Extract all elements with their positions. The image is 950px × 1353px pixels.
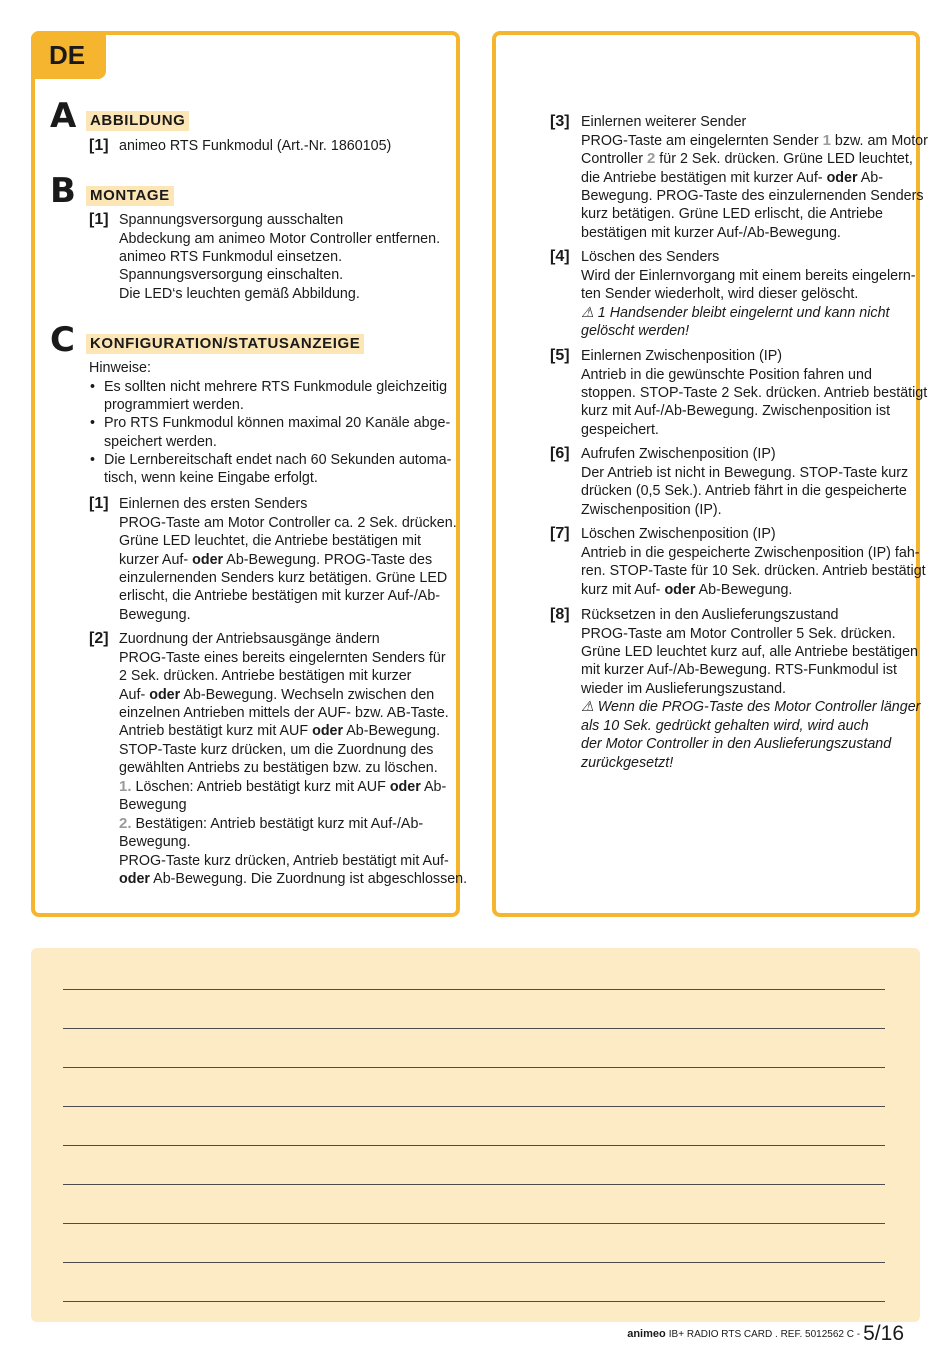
notes-area bbox=[31, 948, 920, 1322]
c4-line: Löschen des Senders bbox=[581, 249, 720, 265]
c5-line: stoppen. STOP-Taste 2 Sek. drücken. Antrieb bestätigt bbox=[581, 385, 928, 401]
c2-line: gewählten Antriebs zu bestätigen bzw. zu löschen. bbox=[119, 760, 438, 776]
section-b-letter: B bbox=[50, 171, 76, 211]
c4-warning-line: gelöscht werden! bbox=[581, 323, 690, 339]
c8-line: mit kurzer Auf-/Ab-Bewegung. RTS-Funkmodul ist bbox=[581, 662, 897, 678]
c1-line: Einlernen des ersten Senders bbox=[119, 496, 308, 512]
c4-line: ten Sender wiederholt, wird dieser gelöscht. bbox=[581, 286, 859, 302]
c1-line: Grüne LED leuchtet, die Antriebe bestätigen mit bbox=[119, 533, 422, 549]
section-c-letter: C bbox=[50, 320, 75, 360]
bullet: • bbox=[90, 379, 96, 395]
c1-line: kurzer Auf- oder Ab-Bewegung. PROG-Taste des bbox=[119, 552, 433, 568]
b1-number: [1] bbox=[89, 211, 109, 228]
c8-number: [8] bbox=[550, 606, 570, 623]
c8-line: Grüne LED leuchtet kurz auf, alle Antriebe bestätigen bbox=[581, 644, 918, 660]
c6-line: Zwischenposition (IP). bbox=[581, 502, 722, 518]
c3-line: Einlernen weiterer Sender bbox=[581, 114, 747, 130]
c2-line: 1. Löschen: Antrieb bestätigt kurz mit AUF oder Ab- bbox=[119, 778, 447, 795]
c7-number: [7] bbox=[550, 525, 570, 542]
b1-line: Die LED‘s leuchten gemäß Abbildung. bbox=[119, 286, 360, 302]
c8-line: PROG-Taste am Motor Controller 5 Sek. drücken. bbox=[581, 626, 896, 642]
bullet-line: programmiert werden. bbox=[104, 397, 244, 413]
c7-line: ren. STOP-Taste für 10 Sek. drücken. Antrieb bestätigt bbox=[581, 563, 926, 579]
c2-line: STOP-Taste kurz drücken, um die Zuordnung des bbox=[119, 742, 434, 758]
a1-number: [1] bbox=[89, 137, 109, 154]
b1-line: Spannungsversorgung einschalten. bbox=[119, 267, 344, 283]
note-line bbox=[63, 1301, 885, 1302]
c2-line: PROG-Taste kurz drücken, Antrieb bestätigt mit Auf- bbox=[119, 853, 449, 869]
note-line bbox=[63, 1262, 885, 1263]
c1-line: einzulernenden Senders kurz betätigen. Grüne LED bbox=[119, 570, 448, 586]
c5-line: Antrieb in die gewünschte Position fahren und bbox=[581, 367, 872, 383]
footer-doc-ref: IB+ RADIO RTS CARD . REF. 5012562 C - bbox=[668, 1329, 861, 1340]
c5-line: gespeichert. bbox=[581, 422, 659, 438]
bullet-line: Es sollten nicht mehrere RTS Funkmodule gleichzeitig bbox=[104, 379, 448, 395]
bullet-line: speichert werden. bbox=[104, 434, 217, 450]
c3-number: [3] bbox=[550, 113, 570, 130]
bullet-line: Die Lernbereitschaft endet nach 60 Sekunden automa- bbox=[104, 452, 452, 468]
c2-line: Auf- oder Ab-Bewegung. Wechseln zwischen den bbox=[119, 687, 435, 703]
c4-line: Wird der Einlernvorgang mit einem bereits eingelern- bbox=[581, 268, 916, 284]
hinweise-label: Hinweise: bbox=[89, 360, 151, 376]
c2-line: einzelnen Antrieben mittels der AUF- bzw. AB-Taste. bbox=[119, 705, 449, 721]
note-line bbox=[63, 1106, 885, 1107]
section-b-title: MONTAGE bbox=[86, 186, 174, 206]
language-tab: DE bbox=[31, 31, 106, 79]
c2-line: 2. Bestätigen: Antrieb bestätigt kurz mit Auf-/Ab- bbox=[119, 815, 424, 832]
c8-warning-line: der Motor Controller in den Auslieferungszustand bbox=[581, 736, 892, 752]
c2-line: 2 Sek. drücken. Antriebe bestätigen mit kurzer bbox=[119, 668, 412, 684]
section-c-title: KONFIGURATION/STATUSANZEIGE bbox=[86, 334, 364, 354]
bullet-line: Pro RTS Funkmodul können maximal 20 Kanäle abge- bbox=[104, 415, 451, 431]
c8-line: Rücksetzen in den Auslieferungszustand bbox=[581, 607, 839, 623]
c1-line: PROG-Taste am Motor Controller ca. 2 Sek. drücken. bbox=[119, 515, 457, 531]
c7-line: kurz mit Auf- oder Ab-Bewegung. bbox=[581, 582, 793, 598]
c6-line: drücken (0,5 Sek.). Antrieb fährt in die gespeicherte bbox=[581, 483, 907, 499]
bullet: • bbox=[90, 415, 96, 431]
c3-line: PROG-Taste am eingelernten Sender 1 bzw. am Motor bbox=[581, 132, 928, 149]
c8-line: wieder im Auslieferungszustand. bbox=[581, 681, 787, 697]
c4-warning-line: ⚠ 1 Handsender bleibt eingelernt und kann nicht bbox=[581, 305, 890, 321]
c2-line: oder Ab-Bewegung. Die Zuordnung ist abgeschlossen. bbox=[119, 871, 468, 887]
c2-line: Antrieb bestätigt kurz mit AUF oder Ab-Bewegung. bbox=[119, 723, 441, 739]
c4-number: [4] bbox=[550, 248, 570, 265]
b1-line: Abdeckung am animeo Motor Controller entfernen. bbox=[119, 231, 441, 247]
page-footer bbox=[627, 1322, 904, 1346]
c2-line: Bewegung bbox=[119, 797, 187, 813]
a1-text: animeo RTS Funkmodul (Art.-Nr. 1860105) bbox=[119, 138, 392, 154]
c3-line: Controller 2 für 2 Sek. drücken. Grüne LED leuchtet, bbox=[581, 150, 913, 167]
c6-number: [6] bbox=[550, 445, 570, 462]
footer-brand: animeo bbox=[627, 1328, 666, 1340]
section-a-title: ABBILDUNG bbox=[86, 111, 189, 131]
c8-warning-line: als 10 Sek. gedrückt gehalten wird, wird auch bbox=[581, 718, 869, 734]
note-line bbox=[63, 1145, 885, 1146]
c5-number: [5] bbox=[550, 347, 570, 364]
c2-line: Bewegung. bbox=[119, 834, 191, 850]
c3-line: kurz betätigen. Grüne LED erlischt, die Antriebe bbox=[581, 206, 883, 222]
note-line bbox=[63, 1067, 885, 1068]
section-a-letter: A bbox=[50, 96, 77, 136]
c8-warning-line: ⚠ Wenn die PROG-Taste des Motor Controller länger bbox=[581, 699, 921, 715]
c7-line: Antrieb in die gespeicherte Zwischenposition (IP) fah- bbox=[581, 545, 920, 561]
note-line bbox=[63, 1223, 885, 1224]
c2-number: [2] bbox=[89, 630, 109, 647]
bullet-line: tisch, wenn keine Eingabe erfolgt. bbox=[104, 470, 318, 486]
c1-line: Bewegung. bbox=[119, 607, 191, 623]
c3-line: Bewegung. PROG-Taste des einzulernenden Senders bbox=[581, 188, 924, 204]
c6-line: Aufrufen Zwischenposition (IP) bbox=[581, 446, 776, 462]
b1-line: Spannungsversorgung ausschalten bbox=[119, 212, 344, 228]
b1-line: animeo RTS Funkmodul einsetzen. bbox=[119, 249, 343, 265]
c2-line: PROG-Taste eines bereits eingelernten Senders für bbox=[119, 650, 446, 666]
note-line bbox=[63, 1184, 885, 1185]
c2-line: Zuordnung der Antriebsausgänge ändern bbox=[119, 631, 380, 647]
c8-warning-line: zurückgesetzt! bbox=[581, 755, 674, 771]
c7-line: Löschen Zwischenposition (IP) bbox=[581, 526, 776, 542]
c3-line: bestätigen mit kurzer Auf-/Ab-Bewegung. bbox=[581, 225, 841, 241]
bullet: • bbox=[90, 452, 96, 468]
page-number: 5/16 bbox=[863, 1322, 904, 1345]
note-line bbox=[63, 1028, 885, 1029]
c6-line: Der Antrieb ist nicht in Bewegung. STOP-Taste kurz bbox=[581, 465, 909, 481]
note-line bbox=[63, 989, 885, 990]
c1-number: [1] bbox=[89, 495, 109, 512]
c5-line: kurz mit Auf-/Ab-Bewegung. Zwischenposition ist bbox=[581, 403, 891, 419]
c3-line: die Antriebe bestätigen mit kurzer Auf- oder Ab- bbox=[581, 170, 883, 186]
c5-line: Einlernen Zwischenposition (IP) bbox=[581, 348, 783, 364]
c1-line: erlischt, die Antriebe bestätigen mit kurzer Auf-/Ab- bbox=[119, 588, 441, 604]
